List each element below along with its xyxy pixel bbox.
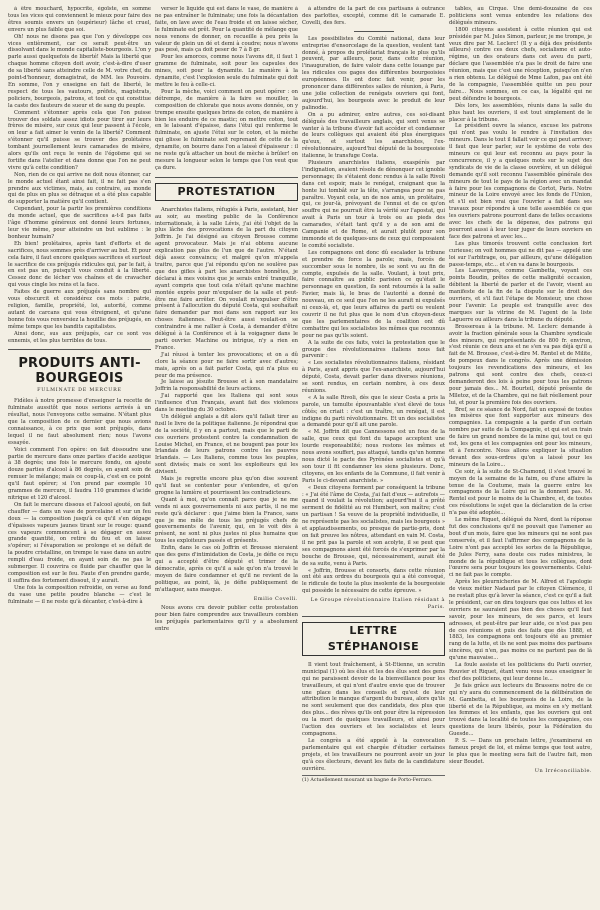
paragraph: Les possibilistes du Comité national, dans leur entreprise d'ensorcelage de la question, veulent tant donné, à propos du prolétariat français le plus qu'ils peuvent, par ailleurs, pour, dans cette réunion, l'inauguration, de faire valoir dans cette louange par les ridicules ces gages des différentes bourgeoisies européennes. Ils ont donc fait venir, pour les prononcer dans différentes salles de réunion, à Paris, une jolie collection de renégats ouvriers qui font, aujourd'hui, les bourgeois avec le produit de leur palinodie. [302,35,445,111]
paragraph: Après les pleurnicheries de M. Alfred et l'apologie de vieux métier Nadaud par le citoyen Clémence, il ne restait plus qu'à lever la séance, c'est ce qu'il a fait le président, car on dira toujours que ces luttes et les ouvriers ne sauraient pas bien des choses qu'il faut savoir, pour les mineurs, de ses parcs, et leurs adresses, et peut-être par leur aide, ce n'est pas peu de ces réunions et puis des faits que dès 1888, et 1883, les compagnons ont toujours été au premier rang de la lutte, et ils ne sont pas moins des partisans sincères, qui n'en, pas moins ce ne partent pas de là qu'une mauvaise... [449,579,592,662]
paragraph: On fait le mercure dissous et l'alcool ajouté, on fait chauffer — dans un vase de porcelaine et sur un feu doux — la composition jusqu'à ce qu'il s'en dégage d'épaisses vapeurs jaunes tirant sur le rouge: quand ces vapeurs commencent à se dégager en assez grande quantité, on retire du feu et on laisse s'opérer; si l'évaporation se prolonge et se défait de la poudre cristalline, on trempe le vase dans un autre rempli d'eau froide, en ayant soin de ne pas le submerger. Il couvrira ce fluide par chauffer que la composition est sur le feu. Faute d'en prendre garde, il suffira des fortement dissout, il y aurait. [8,501,151,584]
paragraph: Brossereau à la tribune. M. Leclerc demande à avoir la fraction générale sous la Chambre syndicale des mineurs, qui représentants de 800 fr. environ, s'est réunie ce deux ans et ne s'en va pas déjà qu'il a fait de M. Brousse, c'est-à-dire M. Rentel et de Milite, de pompeux dans le congrès. Après une démission toujours les revendications des mineurs, et les patrons qui sont contre des chefs, ceux-ci demanderont des lois à peine pour tous les patrons pour jamais des... M. Bourteil, député présente de Mlletoz, et de la Chambre, qui ne fait réellement pour lui, et pour la première fois des ouvriers. [449,323,592,406]
paragraph: Ainsi donc, sus aux préjugés, car ce sont vos ennemis, et les plus terribles de tous. [8,330,151,344]
paragraph: Oh! nous ne disons pas que l'on y développe ces vices entièrement, car ce serait peut-être un dissolvant dans le monde capitaliste-bourgeois. L'on y parle aussi quelquefois de liberté! Mais la liberté que chaque homme citoyen doit avoir, c'est-à-dire d'user de sa liberté sans atteindre celle de M. votre chef, du point-d'honneur, domagistrat, de MM. les Pouvoirs. En somme, l'on y enseigne en fait de liberté, le respect de tous les vautours, préfets, magistrats, policiers, bourgeois, patrons, et tout ce qui constitue la caste des fauteurs de sueur et de sang du peuple. [8,33,151,109]
paragraph: « A la salle Rivoli, dès que le sieur Costa a pris la parole, un tumulte épouvantable s'est élevé de tous côtés; on criait : c'est un traître, un renégat, il est indigne du parti révolutionnaire. Et un des socialistes a demandé pour qu'il ait une parole. [302,394,445,429]
footnote: (1) Actuellement mourant un bagne de Porto-Ferraro. [302,775,445,785]
paragraph: Une fois la composition refroidie, on verse au fond du vase une petite poudre blanche — c'est le fulminate — il ne reste qu'à décanter, c'est-à-dire à [8,584,151,605]
paragraph: Le président ouvre la séance, excuse les patrons qui n'ont pas voulu le rendre à l'invitation des mineurs. Dans le tout il fallait voir ce qui peut arriver; il faut que leur parler, sur le système de vote des mineurs ce qui leur est reconnu au pays pour la concurrence, il y a quelques mots sur le sujet des syndicats de vie de la classe ouvrière, et un délégué demande qu'il soit reconnu l'assemblée générale des mineurs de tout le pays de la région avec un mandat à faire pour les compagnons de Cortot, Paris. Notre mineur de la Loire envoyé avec les fonds de l'Union, et s'il est bien vrai que l'ouvrier a fait dans ses travaux pour répondre à une telle assemblée ce que les ouvriers patrons pourront dans de telles occasions avec les chefs de la dépense, des patrons qui pourront aussi à leur tour juger de leurs ouvriers en face des patrons et avec les... [449,123,592,240]
paragraph: P. S. — Dans un prochain lettre, j'examinerai en fameux projet de loi, et même temps que tout autre, le plus que le meeting sera fait de l'autre fait, mon sieur Boudet. [449,738,592,765]
paragraph: tables, au Cirque. Une demi-douzaine de ces politiciens sont venus entendre les relations des délégués mineurs. [449,6,592,26]
paragraph: Bref, se ce séance de Nord, fait un exposé de toutes les misères que font supporter aux mineurs des compagnies. La compagnie a la garde d'un certain nombre par suite de la Compagnie, et qui est en train de faire un grand nombre de la mine qui, tout ce qui est, les gens et les compagnies ont pour les mineurs, et à l'encontre. Nous allons expliquer la situation devant des sous-ordres qu'on a laissé pour les mineurs de la Loire... [449,406,592,468]
paragraph: Les compagnons ont donc dû escalader la tribune et prendre de force la parole; mais, forcés de succomber sous le nombre, ils se sont vu au fin de compte, expulsés de la salle. Voulant, à tout prix, faire connaître au public parisien ce qu'était le personnage en question, ils sont retournés à la salle Favier, mais là, le bras de l'autorité a donné de nouveau, en ce seul que l'on ne les aurait ni expulsés ni ceux-là, et, que leurs affaires du parti ou veulent couvrir il ne fut plus que le nom d'un citoyen-deux que les parlementaires de la coalition ont dû combattre qui les socialistes les mêmes que reconnus pour ne pas qu'ils soient. [302,249,445,339]
paragraph: Pour les amorces, comme nous l'avons dit, il faut 1 gramme de fulminate, soit pour les capsules des mines, soit pour la dynamite. Le manière à la dynamite, c'est l'explosion seule du fulminate qui doit mettre le feu à celle-ci. [155,54,298,88]
paragraph: à être mouchard, hypocrite, égoïste, en somme tous les vices qui conviennent le mieux pour faire des êtres soumis envers un (supérieur) lâche et cruel, envers un plus faible que soi. [8,6,151,33]
paragraph: « M. Joffrin dit que Cannessons est un fous de la salle, que ceux qui font du tapage acceptent une lourde responsabilité; nous restons les mêmes et nous avons souffert, pas attaqué, tandis qu'un homme nous dicté le pacte des Pyrénées socialistes et qu'à son tour il fit condamner les siens plusieurs. Donc, citoyens, en les enfants de la Commune, il fait venir à Paris le ci-devant anarchiste. » [302,429,445,484]
divider [8,349,151,350]
paragraph: Comment s'étonner après cela que l'on puisse trouver des soldats assez idiots pour tirer sur leurs frères de misère, sur ceux qui leur passent à l'école, on leur a fait aimer le venin de la liberté? Comment s'étonner qu'il puisse se trouver des prolétaires tombant journellement leurs camarades de misère, alors qu'ils ont reçu le venin de l'égoïsme qui se fortifie dans l'atelier et dans donne que l'on ne peut vivre qu'à cette condition? [8,109,151,171]
paragraph: Je laisse au jésuite Brousse et à son mandataire Joffrin la responsabilité de leurs actions. [155,379,298,393]
paragraph: Les plus timorés trouvent cette conclusion fort curieuse; on voit hommes qui ne dit pas — appelé une loi sur l'arbitrage, ou, par ailleurs, qu'une délégation passe-temps, etc... et s'en va dans le bourgeois. [449,240,592,268]
paragraph: 1800 citoyens assistent à cette réunion qui est présidée par M. Jules Simon, parleur, je me trompe, je veux dire par M. Leclerc! (Il y a déjà des présidents ailleurs) contre ces deux chefs, socialisme et auto-régime, un des orateurs dans cet aveu du parti, déclare que l'assemblée n'a pas le droit de faire une réunion, mais que c'est une réception, puisqu'on n'en a rien obtenu. Le délégué de Mme Lafon, pas ont été de la compagnie, l'assemblée quitte un peu pour faire... Nous sommes, en ce cas, la légalité qui ne peut défendre le bourgeois. [449,26,592,102]
paragraph: Mais je regrette encore plus qu'on dise souvent qu'il faut se contenter pour s'entendre, et qu'on grogne la lumière et pourrissent les contradicteurs. [155,476,298,496]
section-subheading: FULMINATE DE MERCURE [37,388,122,394]
boxed-heading: PROTESTATION [155,183,298,201]
paragraph: « Les socialistes révolutionnaires italiens, résidant à Paris, ayant appris que l'ex-anarchiste, aujourd'hui député, Costa, devait parler dans diverses réunions, se sont rendus, en certain nombre, à ces deux réunions. [302,360,445,394]
paragraph: Le congrès a été appelé à la convocation parlementaire qui est chargée d'étudier certaines projets, et les travailleurs ne pourront avoir un jour qu'à ces électeurs, devant les faits de la candidature ouvrière. [302,737,445,772]
paragraph: Pour la mèche, voici comment on peut opérer : on détrempe, de manière à la faire se mouiller, la composition de chlorate que nous avons donnée, on y trempe ensuite quelques brins de coton, de manière à bien les enduire de ce mastic; on mettre coton, tout en le laissant d'épaisse, dans l'étui qui renferme le fulminate, on ajuste l'étui sur le coton, et la mèche qui glisse le fulminate soit reprenant de cette de la dynamite, on bourre dans l'on a laissé d'épaisseur : il ne reste qu'à attacher un bout de mèche à brûler! on mesure la longueur selon le temps que l'on veut que ça dure. [155,88,298,171]
paragraph: Eh bien! prolétaires, après tant d'efforts et de sacrifices, nous sommes près d'arriver au but. Et pour cela faire, il faut encore quelques sacrifices et surtout le sacrifice de ces préjugés ridicules qui, par le fait, à en est pas un, puisqu'il vous conduit à la liberté. Cessez donc de lécher vos chaînes et de cravacher qui vous cingle les reins et la face. [8,240,151,289]
column-3 [302,6,445,906]
section-heading: PRODUITS ANTI-BOURGEOIS [18,356,141,387]
paragraph: J'ai rapporté que les Italiens qui sont sous l'influence d'un Français, avant fait des violences dans le meeting du 30 octobre. [155,393,298,414]
paragraph: à attendre de la part de ces partisans à outrance des parlottes, excepté, comme dit le camarade E. Covelli, des fers. [302,6,445,26]
paragraph: verser le liquide qui est dans le vase, de manière à ne pas entraîner le fulminate; une fois la décantation faite, on lave avec de l'eau froide et on laisse sécher, le fulminate est prêt. Pour la quantité de mélange que nous venons de donner, on recueille à peu près la valeur de plein un dé et demi à coudre; nous n'avons pas pesé, mais ça doit peser de 7 à 8 gr. [155,6,298,54]
boxed-heading: LETTRE STÉPHANOISE [302,622,445,656]
paragraph: Plusieurs anarchistes italiens, exaspérés par l'indignation, avaient résolu de dénonquer cet ignoble personnage; ils s'étaient donc rendus à la salle Rivoli dans cet espoir, mais le renégat, craignant que la honte lui tombât sur la tête, s'arrangea pour ne pas paraître. Voyant cela, un de nos amis, un prolétaire, qui, ce jour-là, prévoyant de l'ennui et de ce qu'on souffre qui ne pourrait être la vérité sur l'apostat, qui avait à Paris un tour à trois ou au pieds des camarades, s'était tant qu'il y a de son ami de Campanie et de Rome, et aurait plutôt pour son immonde et de quelques-uns de ceux qui composaient le comité socialiste. [302,160,445,249]
paragraph: Enfin, dans le cas où Joffrin et Brousse nieraient que des gens d'intimidation de Costa, je défie ce reçu qui a accepté d'être député et trimer de la démocratie, après ce qu'il a sale qu'on n'a trouvé le moyen de faire condamner et qu'il ne revient de la politique, au point, là, je défie publiquement de m'attaquer, sans masque. [155,545,298,593]
column-1 [8,6,151,906]
paragraph: Faites de guerre aux préjugés sans nombre qui vous obscurcit et considérez ces mots : patrie, religion, famille, propriété, loi, autorité, comme autant de carcans qui vous étreignent, et qu'une bonne fois vous renversiez la houillie des préjugés, en même temps que les bandits capitalistes. [8,289,151,330]
paragraph: On a pu admirer, entre autres, ces soi-disant délégués des travailleurs anglais, qui sont venus se vanter à la tribune d'avoir fait accéder et condamner de leurs collègues qui avaient été plus énergiques qu'eux, et surtout les anarchistes, l'ex-révolutionnaire, aujourd'hui député de la bourgeoisie italienne, le transfuge Costa. [302,111,445,160]
paragraph: Cependant, pour la partir les premières conditions du monde actuel, que de sacrifices a-t-il pas faits l'âge d'homme généreux ont donné leurs fortunes, leur vie même, pour atteindre un but sublime : le bonheur humain? [8,206,151,240]
paragraph: Je fais grâce aux lecteurs du Brassens notre de ce qui n'y aura du commencement de la délibération de M. Gambetta, et les bourgeois de la Loire, de la liberté et de la République, au moins en s'y mettant les femmes et les enfants, que les ouvriers qui ont trouvé dans la localité de toutes les compagnies, ces questions de leurs libérés, pour la Fédération du Guesde... [449,682,592,738]
paragraph: Anarchistes italiens, réfugiés à Paris, assistant, hier au soir, au meeting public de la Conférence internationale, à la salle Lévis, j'ai été l'objet de la plus lâche des provocations de la part du citoyen Joffrin. Je l'ai désigné au citoyen Brousse comme agent provocateur. Mais je n'ai obtenu aucune explication pas plus de l'un que de l'autre. N'étant déjà assez convaincu; et malgré qu'on m'appela traitre, parce que j'ai répondu qu'on ne soulève pas que des gifles à part les anarchistes honnêtes, je déclarai à mes voisins que je serais entré tranquille, ayant compris que tout cela n'était qu'une machine montée exprès pour m'expulser de la salle et peut-être me faire arrêter. On voulait m'expulser d'être présent à l'allocution du député Costa, qui souhaitait faire demander par moi dans son rapport sur les choses italiennes. Peut-être aussi voulait-on se contraindre à me rallier à Costa, à demander d'être délégué à la Conférence et à la voigagner dans le parti ouvrier. Machine ou intrigue, n'y a rien en France. [155,206,298,351]
paragraph: « Joffrin, Brousse et consorts, dans cette réunion ont été aux ordres du bourgeois qui a été convoqué, le ridicule de toute la plus insolente de la bourgeoisie qui possède le nécessaire de cette épreuve. » [302,567,445,595]
paragraph: Non, rien de ce qui arrive ne doit nous étonner, car le monde actuel étant ainsi fait, il ne fait pas s'en prendre aux victimes, mais, au contraire, au monde qui de plus en plus se détraque et a été plus capable de supporter la matière qu'il contient. [8,171,151,206]
paragraph: Quant à moi, qu'on connaît parce que je ne me vends ni aux gouvernements ni aux partis, il ne me reste qu'à déclarer : que j'aime bien la France, sans que je me mêle de tous les préjugés chefs de gouvernements de l'avenir, qui, en le voit dès à présent, ne sont ni plus justes ni plus humains que tous les exploiteurs passés et présents. [155,496,298,545]
signature: Le Groupe révolutionnaire Italien résidant à Paris. [310,597,445,611]
paragraph: Nous avons cru devoir publier cette protestation pour bien faire comprendre aux travailleurs combien les préjugés parlementaires qu'il y a absolument entre [155,605,298,633]
signature: Un Irréconciliable. [534,767,592,774]
columns [8,6,592,906]
column-4 [449,6,592,906]
paragraph: A la suite de ces faits, voici la protestation que le groupe des révolutionnaires italiens nous fait parvenir : [302,339,445,360]
paragraph: « Deux citoyens forment par conséquent la tribune : « J'ai été l'âme de Costa, j'ai fait d'eux — autrefois — quand il voulait la révolution; aujourd'hui il a prêté serment de fidélité au roi Humbert, son maître; c'est un partisan ! Sa veuve de la propriété individuelle, il ne représente pas les socialistes, mais les bourgeois » et applaudissements, ou presque de partie-pris, dont on fait preuve les nôtres, attendant en vain M. Costa, il ne prit pas la parole et son acolyte, il se peut que ses compagnons aient été forcés de s'exprimer par la bouche de Brousse, qui, nécessairement, aurait été de sa suite, venu à Paris. [302,484,445,567]
paragraph: Dès lors, les assemblées, réunis dans la salle du plus haut les ouvriers, il est tout simplement de le placer à la tribune. [449,102,592,123]
signature: Emilio Covelli. [253,595,298,602]
paragraph: La foule assiste et les politiciens du Parti ouvrier, Rouvier et Riquet, étant venu vous nous enseigner le chef des politiciens, qui leur donne le... [449,662,592,682]
divider [302,616,445,617]
divider [155,177,298,178]
paragraph: Le même Riquet, délégué du Nord, dont la réponse fut des conclusions qu'il ne pouvait que l'amener au bout d'un mois, faire que les mineurs qui ne sont pas conservés, et il faut l'affirmer des compagnons de la Loire n'ont pas accepté les sortes de la République, de Jules Ferry, sans doute ces rudes ministres, le monde de la république et tous les collègues, dont l'œuvre sera pour toujours les gouvernements. Celui-ci ne fait pas le compte. [449,517,592,579]
paragraph: Il vient tout fraîchement, à St-Etienne, un scrutin municipal (1) où les élus et les des élus sont des gens qui ne paraissent devoir de la bienveillance pour les travailleurs, et qui n'ont d'autre envie que de trouver une place dans les conseils et qu'est de leur attribution le manque d'argent du bureau, alors qu'ils ne sont seulement que des candidats, des plus que des plus... des rêves qu'ils ont pour être la répression ou la mort de quelques travailleurs, et ainsi pour l'action des ouvriers et les socialistes et leurs compagnons. [302,661,445,737]
paragraph: Les Lasvergnes, comme Gambetta, voyant ces points Boudin, prêtes de cette malignité occasion, débitent la liberté de parler et de l'avoir, visent au manifeste de la fin de la dispute sur le droit des ouvriers, et s'il faut l'étape de Monsieur, une chose pour l'avenir. Le peuple est tranquille avec des marques sur la vitrine de M. l'agent de la liste Laguerre ou ailleurs dans la tribune du député. [449,268,592,323]
paragraph: J'ai réussi à tenter les provocations; et on a dû clore la séance pour ne faire sortir avec d'autres; mais, après on a fait parler Costa, qui n'a plus eu peur de ma présence. [155,351,298,379]
column-2 [155,6,298,906]
short-divider [354,31,394,32]
paragraph: Ce soir, à la suite de St-Chamond, il s'est trouvé le moyen de la semaine de la faim, ou d'une affaire la tenue de la Coutume, mais la guerre entre les compagnons de la Loire qui ne la donnent pas. M. Rentel est pour le moins de la Chambre, et, de toutes ces résolutions le sujet que la déclaration de la crise n'a pas été adoptée... [449,468,592,517]
paragraph: Voici comment l'on opère: on fait dissoudre une partie de mercure dans onze parties d'acide azotique à 38 degrés; une fois le mercure fondu, on ajoute douze parties d'alcool à 86 degrés, en ayant soin de remuer le mélange; mais ce coup-là, c'est en ce point qu'il faut opérer; si l'on prend par exemple 10 grammes de mercure, il faudra 110 grammes d'acide nitrique et 120 d'alcool. [8,446,151,501]
paragraph: Un délégué anglais a dit alors qu'il fallait tirer au fusil le livre de la politique italienne. Je répondrai que de la société, il y en a partout, mais que le parti de ces ouvriers protestent contre la condamnation de Louise Michel, en France, et ne bougent pas pour les Irlandais de leurs patrons contre les pauvres Irlandais. — Les Italiens, comme tous les peuples, sont divisés; mais ce sont les exploiteurs qui les divisent. [155,413,298,476]
paragraph: Fidèles à notre promesse d'enseigner la recette de fulminate aussitôt que nous serions arrivés à un résultat, nous l'envoyons cette semaine. N'étant plus que la composition de ce dernier que nous avions connaissance, à ce prix que sont préjugés, dans lequel il ne faut absolument rien; nous l'avons essayée. [8,398,151,446]
